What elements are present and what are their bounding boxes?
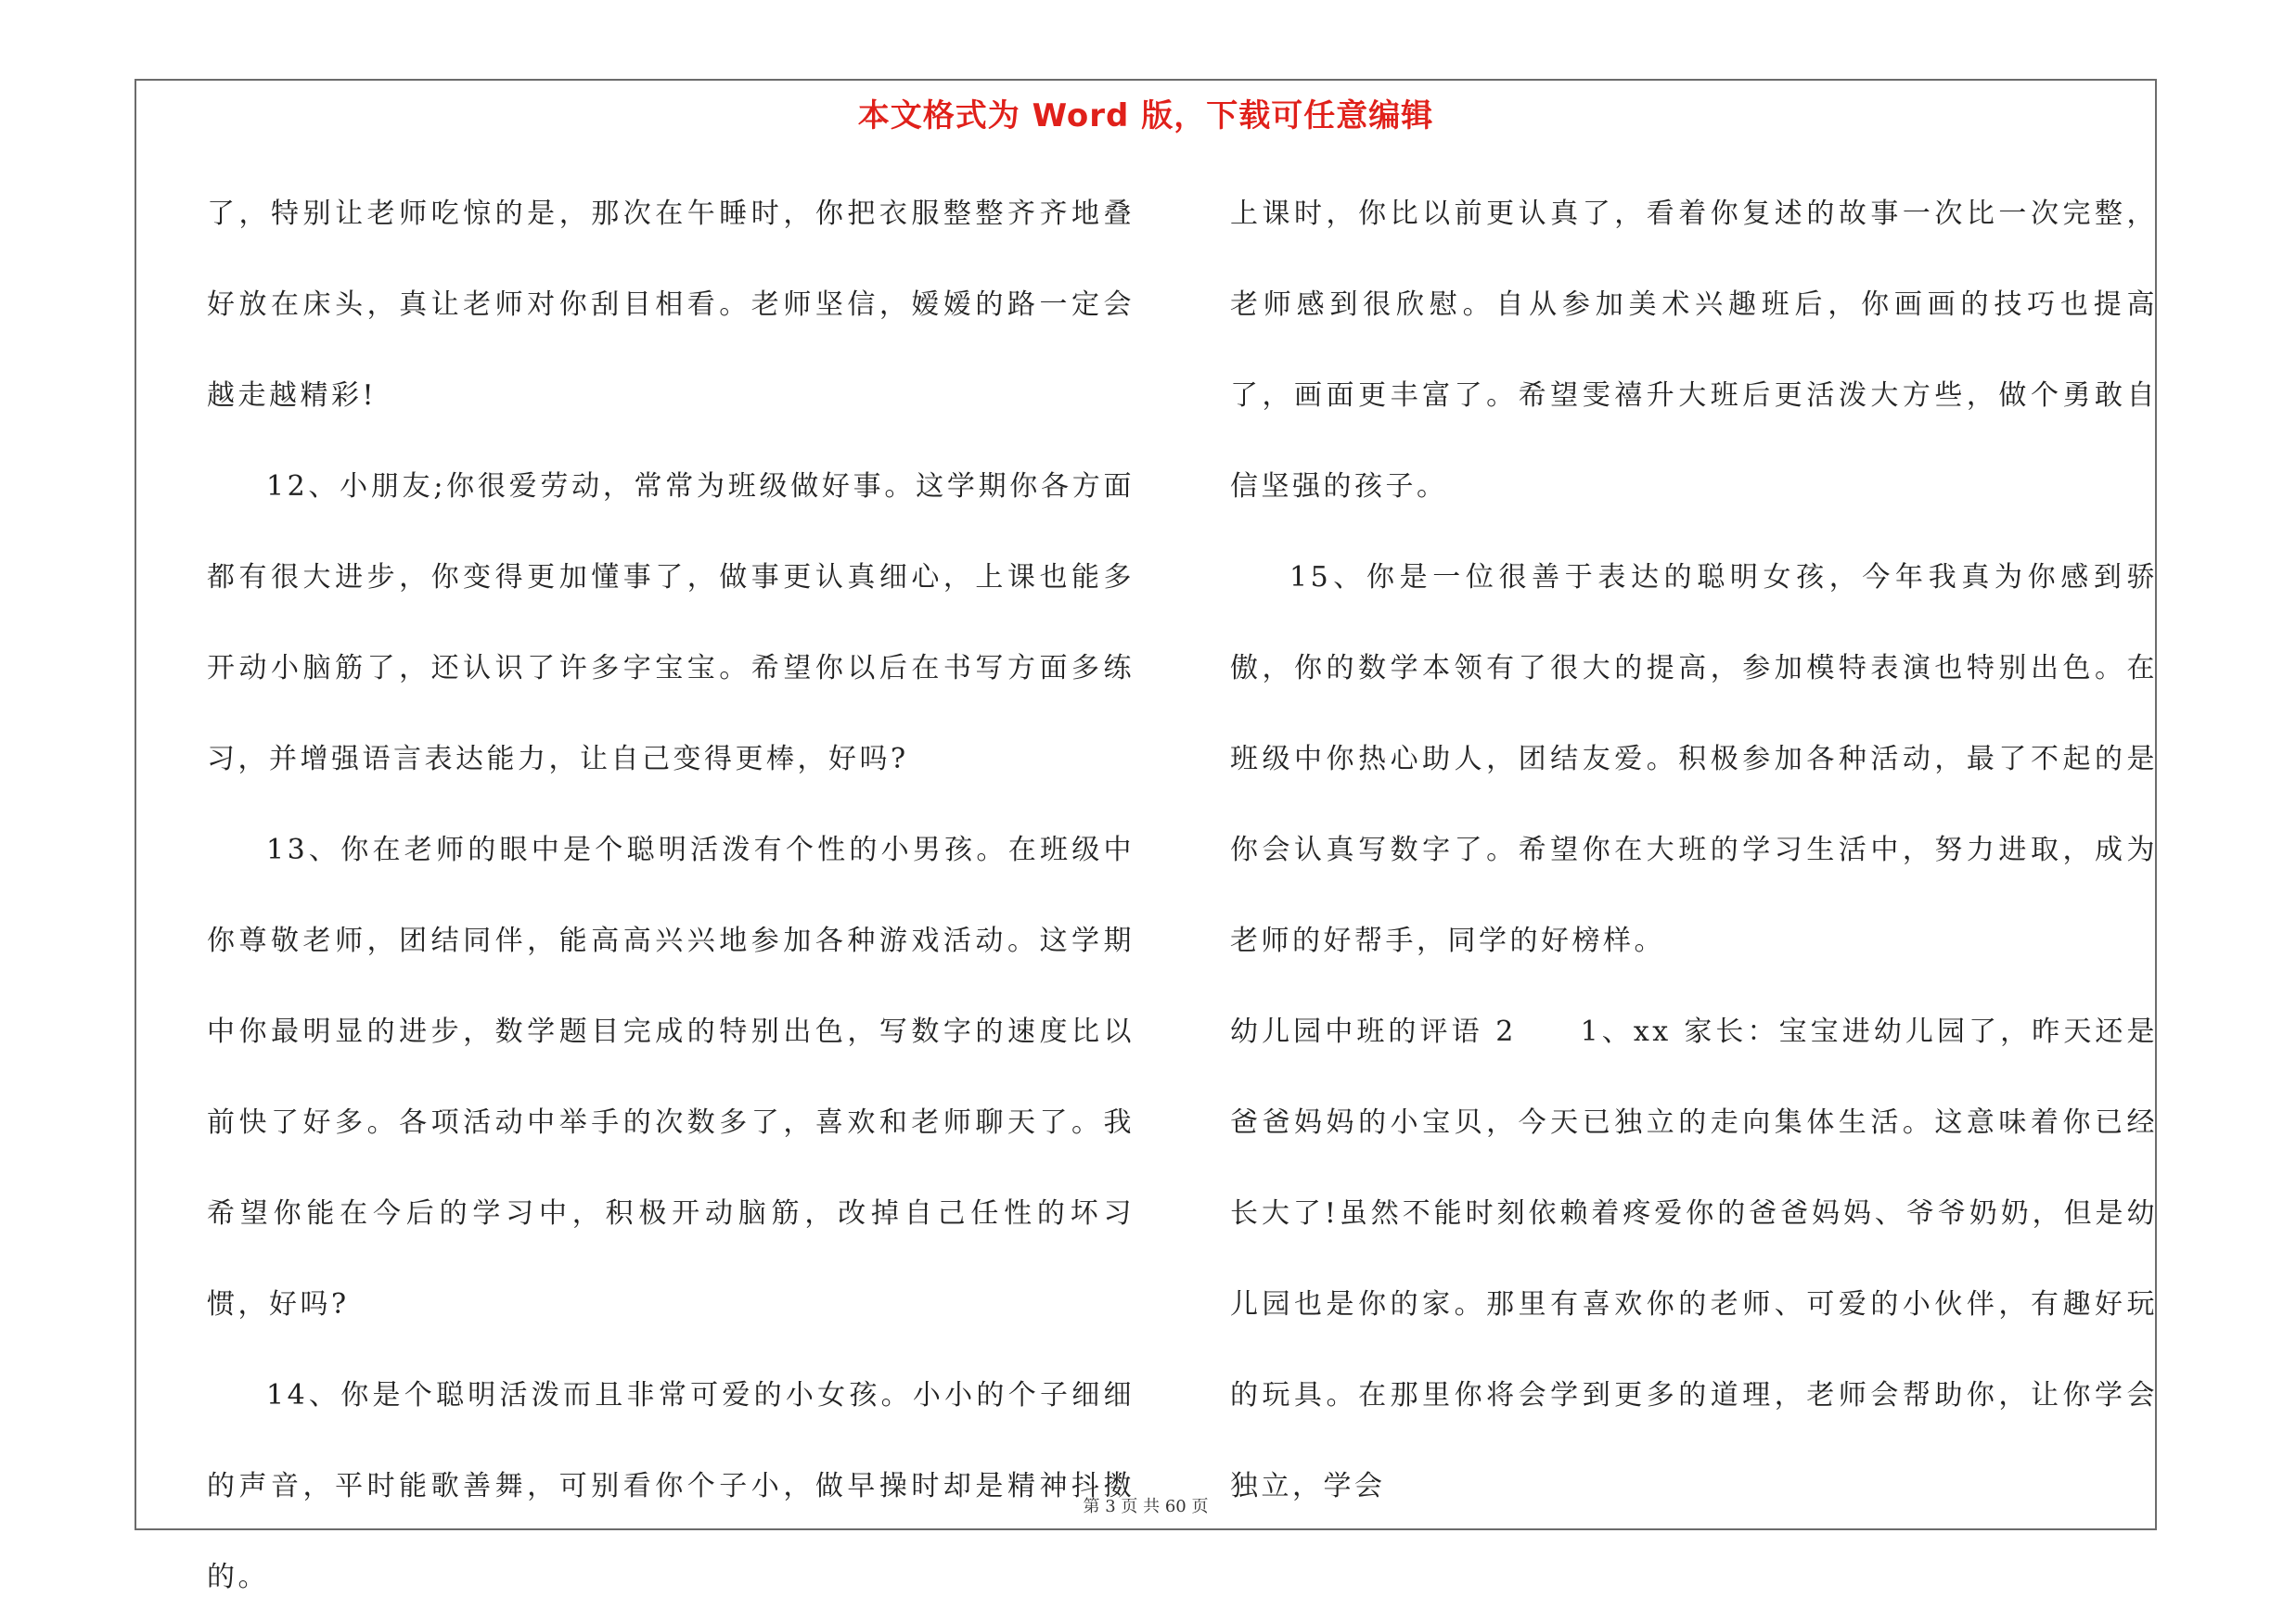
right-paragraph-3: 幼儿园中班的评语 2 1、xx 家长：宝宝进幼儿园了，昨天还是爸爸妈妈的小宝贝，今天已独立的走向集体生活。这意味着你已经长大了!虽然不能时刻依赖着疼爱你的爸爸妈妈、爷爷奶奶，但是幼儿园也是你的家。那里有喜欢你的老师、可爱的小伙伴，有趣好玩的玩具。在那里你将会学到更多的道理，老师会帮助你，让你学会独立，学会 <box>1230 1016 2158 1502</box>
right-column <box>1230 169 2158 1532</box>
page-number-footer: 第 3 页 共 60 页 <box>1083 1497 1209 1516</box>
header-banner: 本文格式为 Word 版，下载可任意编辑 <box>857 97 1434 134</box>
left-column <box>207 169 1135 1623</box>
left-paragraph-2: 12、小朋友;你很爱劳动，常常为班级做好事。这学期你各方面都有很大进步，你变得更加懂事了，做事更认真细心，上课也能多开动小脑筋了，还认识了许多字宝宝。希望你以后在书写方面多练习，并增强语言表达能力，让自己变得更棒，好吗? <box>207 470 1135 775</box>
left-paragraph-3: 13、你在老师的眼中是个聪明活泼有个性的小男孩。在班级中你尊敬老师，团结同伴，能高高兴兴地参加各种游戏活动。这学期中你最明显的进步，数学题目完成的特别出色，写数字的速度比以前快了好多。各项活动中举手的次数多了，喜欢和老师聊天了。我希望你能在今后的学习中，积极开动脑筋，改掉自己任性的坏习惯，好吗? <box>207 834 1135 1321</box>
left-paragraph-1: 了，特别让老师吃惊的是，那次在午睡时，你把衣服整整齐齐地叠好放在床头，真让老师对你刮目相看。老师坚信，嫒嫒的路一定会越走越精彩! <box>207 198 1135 412</box>
left-paragraph-4: 14、你是个聪明活泼而且非常可爱的小女孩。小小的个子细细的声音，平时能歌善舞，可别看你个子小，做早操时却是精神抖擞的。 <box>207 1379 1135 1593</box>
page-frame <box>135 79 2158 1593</box>
right-paragraph-2: 15、你是一位很善于表达的聪明女孩，今年我真为你感到骄傲，你的数学本领有了很大的提高，参加模特表演也特别出色。在班级中你热心助人，团结友爱。积极参加各种活动，最了不起的是你会认真写数字了。希望你在大班的学习生活中，努力进取，成为老师的好帮手，同学的好榜样。 <box>1230 561 2158 957</box>
right-paragraph-1: 上课时，你比以前更认真了，看着你复述的故事一次比一次完整，老师感到很欣慰。自从参加美术兴趣班后，你画画的技巧也提高了，画面更丰富了。希望雯禧升大班后更活泼大方些，做个勇敢自信坚强的孩子。 <box>1230 198 2158 503</box>
